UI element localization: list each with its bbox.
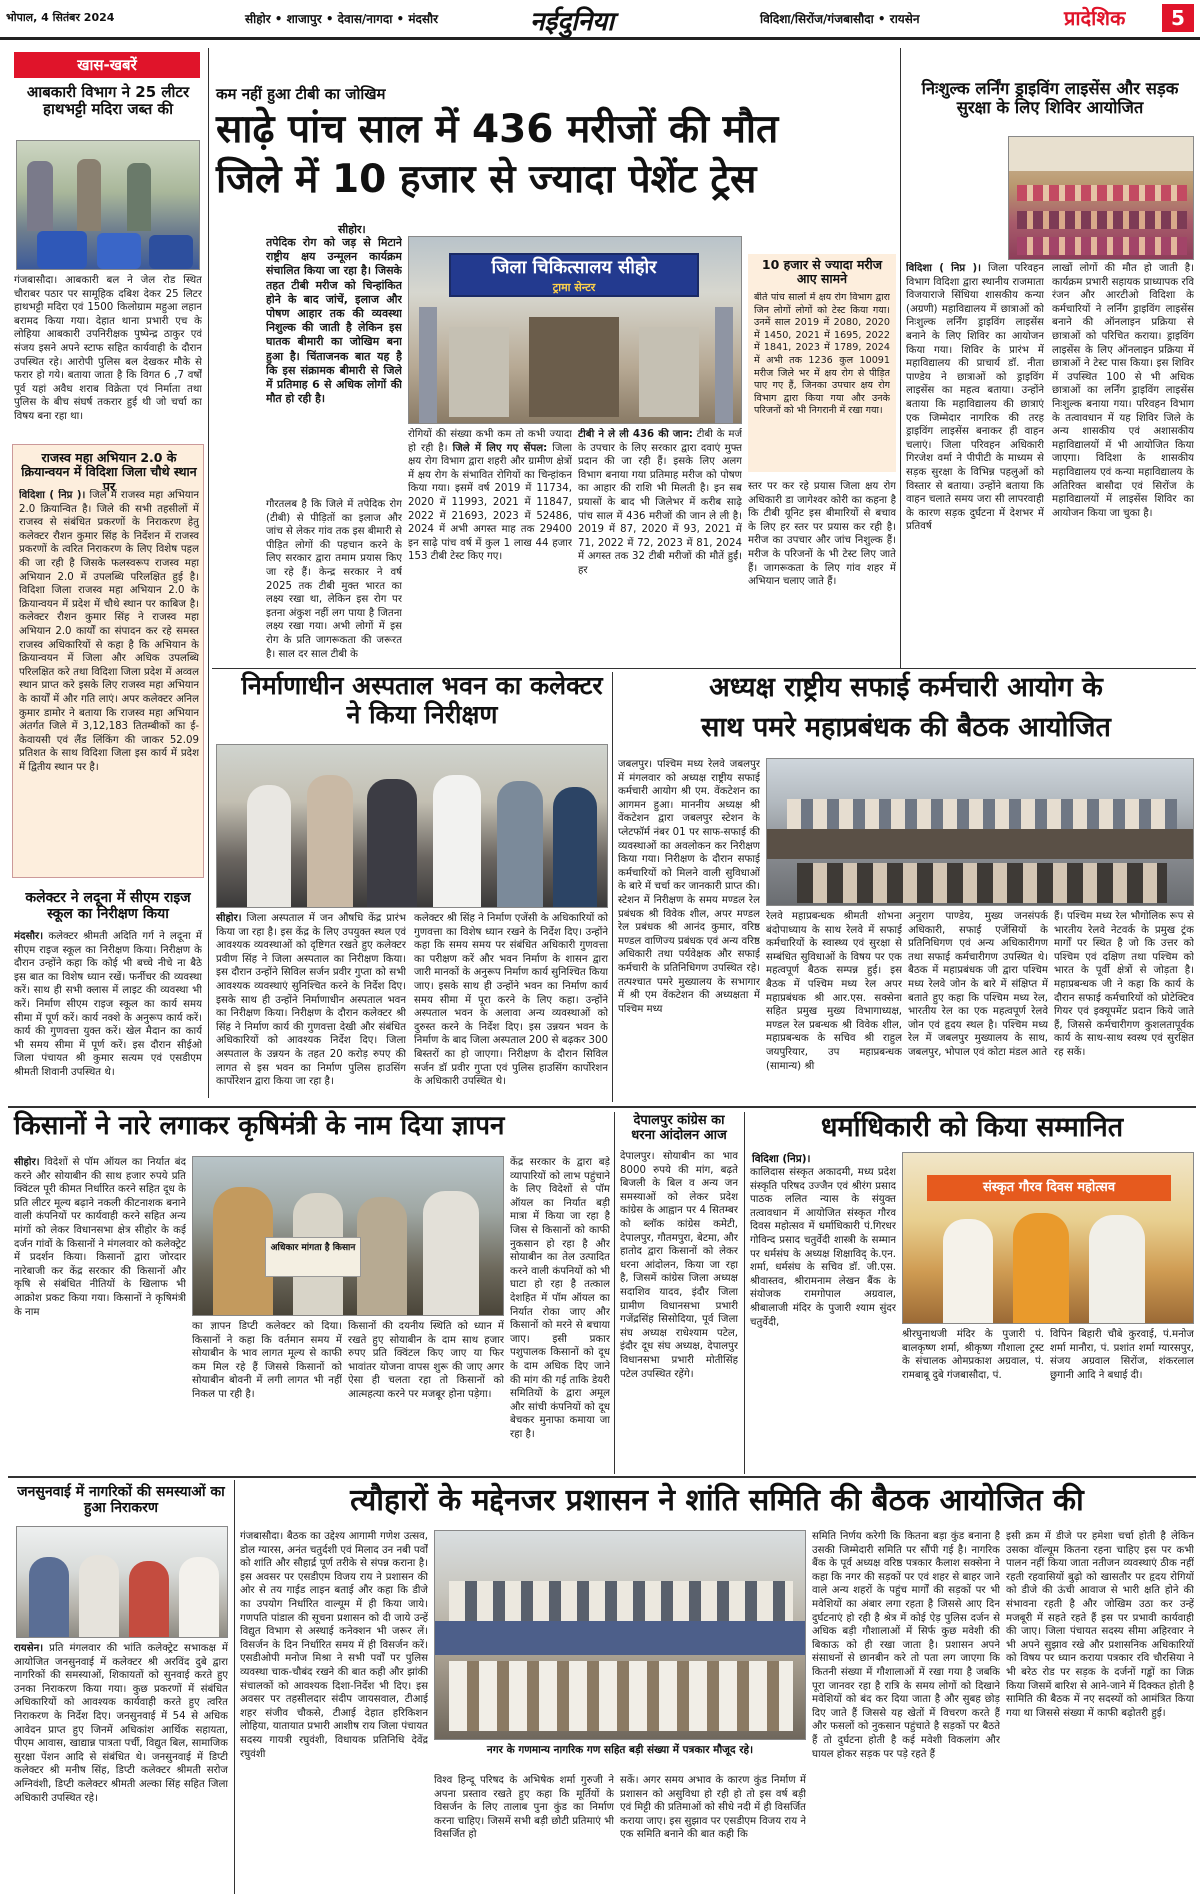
license-headline: निःशुल्क लर्निंग ड्राइविंग लाइसेंस और सड़क सुरक्षा के लिए शिविर आयोजित: [921, 79, 1179, 117]
tb-headline-line1: साढ़े पांच साल में 436 मरीजों की मौत: [216, 107, 779, 152]
farmers-col3-body: किसानों की दयनीय स्थिति को ध्यान में रखते हुए सोयाबीन के दाम साथ हजार रुपए प्रति क्विंटल किए जाए या फिर भावांतर योजना वापस शुरू की जाए अगर ऐसा ही चलता रहा तो किसानों को आत्महत्या करने पर मजबूर होना पड़ेगा।: [348, 1321, 504, 1400]
railway-col1-body: जबलपुर। पश्चिम मध्य रेलवे जबलपुर में मंगलवार को अध्यक्ष राष्ट्रीय सफाई कर्मचारी आयोग श्री एम. वेंकटेशन का आगमन हुआ। माननीय अध्यक्ष श्री वेंकटेशन द्वारा जबलपुर स्टेशन के प्लेटफॉर्म नंबर 01 पर साफ-सफाई की व्यवस्थाओं का अवलोकन कर निरीक्षण किया गया। निरीक्षण के दौरान सफाई कर्मचारियों को मिलने वाली सुविधाओं के बारे में चर्चा कर जानकारी प्राप्त की। स्टेशन में निरीक्षण के समय मण्डल रेल प्रबंधक श्री विवेक शील, अपर मण्डल रेल प्रबंधक श्री आनंद कुमार, वरिष्ठ मण्डल वाणिज्य प्रबंधक एवं अन्य वरिष्ठ अधिकारी तथा पर्यवेक्षक और सफाई कर्मचारी के प्रतिनिधिगण उपस्थित रहे। तत्पश्चात पमरे मुख्यालय के सभागार में श्री एम वेंकटेशन की अध्यक्षता में पश्चिम मध्य: [618, 759, 760, 1015]
liquor-seizure-photo: [16, 140, 200, 270]
hearing-right-divider: [234, 1480, 235, 1894]
sidebar-story2-dateline: विदिशा ( निप्र )।: [19, 490, 86, 501]
sidebar-story2-body: [19, 489, 199, 873]
farmers-col4-body: केंद्र सरकार के द्वारा बड़े व्यापारियों को लाभ पहुंचाने के लिए विदेशों से पॉम ऑयल का निर्यात बड़ी मात्रा में किया जा रहा है जिस से किसानों को काफी नुकसान हो रहा है और सोयाबीन का तेल उत्पादित करने वाली कंपनियों को भी घाटा हो रहा है तत्काल देशहित में पॉम ऑयल का निर्यात रोका जाए और किसानों को मरने से बचाया जाए। इसी प्रकार पशुपालक किसानों को दूध के दाम अधिक दिए जाने की मांग की गई ताकि डेयरी समितियों के द्वारा अमूल और सांची कंपनियों को दूध बेचकर मुनाफा कमाया जा रहा है।: [510, 1157, 610, 1440]
peace-meeting-photo: [434, 1530, 806, 1740]
hospital-col1-text: जिला अस्पताल में जन औषधि केंद्र प्रारंभ किया जा रहा है। इस केंद्र के लिए उपयुक्त स्थल एवं आवश्यक व्यवस्थाओं को दृष्टिगत रखते हुए कलेक्टर प्रवीण सिंह ने जिला अस्पताल का निरीक्षण किया। इस दौरान उन्होंने सिविल सर्जन प्रवीर गुप्ता को सभी आवश्यक व्यवस्थाएं सुनिश्चित करने के निर्देश दिए। इसके साथ ही उन्होंने निर्माणाधीन अस्पताल भवन का निरीक्षण किया। निरीक्षण के दौरान कलेक्टर श्री सिंह ने निर्माण कार्य की गुणवत्ता देखी और संबंधित अधिकारियों को आवश्यक निर्देश दिए। जिला अस्पताल के उन्नयन के तहत 20 करोड़ रुपए की लागत से इस भवन का निर्माण पुलिस हाउसिंग कार्पोरेशन द्वारा किया जा रहा है।: [216, 913, 406, 1088]
hospital-sign-main: जिला चिकित्सालय सीहोर: [491, 257, 657, 278]
railway-headline-line2: साथ पमरे महाप्रबंधक की बैठक आयोजित: [701, 712, 1111, 743]
section-name: प्रादेशिक: [1064, 6, 1126, 30]
hospital-col1-body: [216, 912, 406, 1102]
congress-headline: देपालपुर कांग्रेस का धरना आंदोलन आज: [631, 1113, 727, 1143]
protest-placard: अधिकार मांगता है किसान: [265, 1237, 361, 1277]
farmers-headline: किसानों ने नारे लगाकर कृषिमंत्री के नाम दिया ज्ञापन: [14, 1111, 505, 1141]
honor-headline: धर्माधिकारी को किया सम्मानित: [820, 1112, 1124, 1143]
honor-banner: संस्कृत गौरव दिवस महोत्सव: [927, 1175, 1171, 1201]
sidebar-story3-text: कलेक्टर श्रीमती अदिति गर्ग ने लदूना में सीएम राइज स्कूल का निरीक्षण किया। निरीक्षण के दौरान उन्होंने कहा कि कोई भी बच्चे नीचे ना बैठे इस बात का विशेष ध्यान रखें। फर्नीचर की व्यवस्था करें। साथ ही सभी क्लास में लाइट की व्यवस्था भी करें। निर्माण सीएम राइज स्कूल का कार्य समय सीमा में पूर्ण करें। कार्य नक्शे के अनुरूप कार्य करें। कार्य की गुणवत्ता युक्त करें। खेल मैदान का कार्य भी समय सीमा में पूर्ण करें। इस दौरान सीईओ जिला पंचायत श्री कुमार सत्यम एवं एसडीएम श्रीमती शिवानी उपस्थित थे।: [14, 931, 202, 1078]
tb-factbox-body: बीते पांच सालों में क्षय रोग विभाग द्वारा जिन लोगों लोगों को टेस्ट किया गया। उनमें साल 2019 में 2080, 2020 में 1450, 2021 में 1695, 2022 में 1841, 2023 में 1789, 2024 में अभी तक 1236 कुल 10091 मरीज जिले भर में क्षय रोग से पीड़ित पाए गए हैं, जिनका उपचार क्षय रोग विभाग द्वारा किया गया और उनके परिजनों को भी निगरानी में रखा गया।: [754, 292, 890, 417]
hospital-dateline: सीहोर।: [216, 913, 242, 924]
license-col1-body: [906, 262, 1044, 660]
sidebar-story3-dateline: मंदसौर।: [14, 931, 44, 942]
congress-body: देपालपुर। सोयाबीन का भाव 8000 रुपये की मांग, बढ़ते बिजली के बिल व अन्य जन समस्याओं को लेकर प्रदेश कांग्रेस के आह्वान पर 4 सितम्बर को ब्लॉक कांग्रेस कमेटी, देपालपुर, गौतमपुरा, बेटमा, और हातोद द्वारा किसानों को लेकर धरना आंदोलन, किया जा रहा है, जिसमें कांग्रेस जिला अध्यक्ष सदाशिव यादव, इंदौर जिला ग्रामीण विधानसभा प्रभारी गजेंद्रसिंह सिसोदिया, पूर्व जिला संघ अध्यक्ष राधेश्याम पटेल, इंदौर दूध संघ अध्यक्ष, देपालपुर विधानसभा प्रभारी मोतीसिंह पटेल उपस्थित रहेंगे।: [620, 1151, 738, 1380]
tb-col2-text: रोगियों की संख्या कभी कम तो कभी ज्यादा हो रही है।: [408, 429, 572, 454]
edition-cities-left: सीहोर • शाजापुर • देवास/नागदा • मंदसौर: [245, 12, 439, 26]
district-hospital-photo: [408, 236, 742, 424]
railway-meeting-photo: [766, 758, 1194, 906]
sidebar-story2-text: जिले में राजस्व महा अभियान 2.0 क्रियान्वित है। जिले की सभी तहसीलों में राजस्व से संबंधित प्रकरणों के निराकरण हेतु कलेक्टर रौशन कुमार सिंह के निर्देशन में राजस्व प्रकरणों के त्वरित निराकरण के लिए विशेष पहल की जा रही है जिसके फलस्वरूप राजस्व महा अभियान 2.0 में उपलब्धि परिलक्षित हुई है। विदिशा जिला राजस्व महा अभियान 2.0 के क्रियान्वयन में प्रदेश में चौथे स्थान पर काबिज है। कलेक्टर रौशन कुमार सिंह ने राजस्व महा अभियान 2.0 कार्यों का संपादन कर रहे समस्त राजस्व अधिकारियों से कहा है कि अभियान के क्रियान्वयन में जिला और अधिक उपलब्धि परिलक्षित करे तथा विदिशा जिला प्रदेश में अव्वल स्थान प्राप्त करे इसके लिए राजस्व महा अभियान के कार्यों में और गति लाएं। अपर कलेक्टर अनिल कुमार डामोर ने बताया कि राजस्व महा अभियान अंतर्गत जिले में 3,12,183 तितम्बीकों का ई-केवायसी एवं लैंड लिंकिंग की जाकर 52.09 प्रतिशत के साथ विदिशा जिला इस कार्य में प्रदेश में द्वितीय स्थान पर है।: [19, 490, 199, 773]
license-col1-text: जिला परिवहन विभाग विदिशा द्वारा स्थानीय राजमाता विजयाराजे सिंधिया शासकीय कन्या (अग्रणी) महाविद्यालय में छात्राओं को निःशुल्क लर्निंग ड्राइविंग लाइसेंस बनाने के लिए शिविर का आयोजन किया गया। शिविर के प्रारंभ में महाविद्यालय की प्राचार्य डॉ. नीता पाण्डेय ने छात्राओं को ड्राइविंग लाइसेंस का महत्व बताया। उन्होंने बताया कि महाविद्यालय की छात्राएं एक जिम्मेदार नागरिक की तरह ड्राइविंग लाइसेंस बनाकर ही वाहन चलाएं। जिला परिवहन अधिकारी गिरजेश वर्मा ने पीपीटी के माध्यम से सड़क सुरक्षा के विभिन्न पहलुओं को विस्तार से बताया। उन्होंने बताया कि वाहन चलाते समय जरा सी लापरवाही के कारण सड़क दुर्घटना में देशभर में प्रतिवर्ष: [906, 263, 1044, 533]
hospital-col2-body: कलेक्टर श्री सिंह ने निर्माण एजेंसी के अधिकारियों को गुणवत्ता का विशेष ध्यान रखने के निर्देश दिए। उन्होंने कहा कि समय समय पर संबंधित अधिकारी गुणवत्ता का परीक्षण करें और भवन निर्माण के शासन द्वारा जारी मानकों के अनुरूप निर्माण कार्य सुनिश्चित किया जाए। इसके साथ ही उन्होंने भवन का निर्माण कार्य समय सीमा में पूरा करने के लिए कहा। उन्होंने अस्पताल भवन के अलावा अन्य व्यवस्थाओं को दुरुस्त करने के निर्देश दिए। इस उन्नयन भवन के निर्माण के बाद जिला अस्पताल 200 से बढ़कर 300 बिस्तरों का हो जाएगा। निरीक्षण के दौरान सिविल सर्जन डॉ प्रवीर गुप्ता एवं पुलिस हाउसिंग कार्पोरेशन के अधिकारी उपस्थित थे।: [414, 913, 608, 1088]
page-number: 5: [1162, 4, 1194, 32]
hearing-body: [14, 1642, 228, 1892]
railway-col4-body: हैं। पश्चिम मध्य रेल भौगोलिक रूप से भारतीय रेलवे नेटवर्क के प्रमुख ट्रंक मार्गों पर स्थित है जो कि उत्तर को पश्चिम एवं दक्षिण तथा पश्चिम को भारत के पूर्वी क्षेत्रों से जोड़ता है। महाप्रबन्धक जी ने कहा कि कार्य के दौरान सफाई कर्मचारियों को प्रोटेक्टिव गियर एवं इक्यूपमेंट प्रदान किये जाते हैं, जिससे कर्मचारीगण कुशलतापूर्वक कार्य के साथ-साथ स्वस्थ एवं सुरक्षित रह सकें।: [1054, 911, 1194, 1058]
license-camp-photo: [1008, 136, 1194, 260]
tb-factbox-headline: 10 हजार से ज्यादा मरीज आए सामने: [761, 257, 883, 287]
farmers-right-divider: [614, 1112, 615, 1474]
railway-headline-line1: अध्यक्ष राष्ट्रीय सफाई कर्मचारी आयोग के: [709, 672, 1103, 703]
honor-ceremony-photo: [902, 1152, 1194, 1324]
honor-dateline: विदिशा (निप्र)।: [752, 1153, 811, 1165]
peace-col4-body: समिति निर्णय करेगी कि कितना बड़ा कुंड बनाना है उसकी जिम्मेदारी समिति पर सौंपी गई है। नागरिक बैंक के पूर्व अध्यक्ष वरिष्ठ पत्रकार कैलाश सक्सेना ने कहा कि नगर की सड़कों पर एवं शहर से बाहर जाने वाले अन्य शहरों के पहुंच मार्गों की सड़कों पर भी मवेशियों का अंबार लगा रहता है जिससे आए दिन दुर्घटनाएं हो रही है श्रेत्र में कोई ऐड़ पुलिस दर्जन से अधिक बड़ी गौशालाओं में सिर्फ कुछ मवेशी की बिकाऊ को ही रखा जाता है। प्रशासन अपने संसाधनों से छानबीन करे तो पता लग जाएगा कि कितनी संख्या में गौशालाओं में रखा गया है जबकि पूरा जानवर रहा है रात्रि के समय लोगों को दिखाने मवेशियों को बंद कर दिया जाता है और सुबह छोड़ दिए जाते हैं जिससे यह खेतों में विचरण करते हैं और फसलों को नुकसान पहुंचाते है सड़कों पर बैठते हैं तो दुर्घटना होती है कई मवेशी विकलांग और घायल होकर सड़क पर पड़े रहते हैं: [812, 1531, 1000, 1760]
sidebar-story3-body: [14, 930, 202, 1090]
tb-col3-text: टीबी के मर्ज के उपचार के लिए सरकार द्वारा दवाएं मुफ्त प्रदान की जा रही हैं। इसके लिए अलग विभाग बनाया गया प्रतिमाह मरीज को पोषण का आहार की राशि भी मिलती है। इन सब प्रयासों के बाद भी जिलेभर में करीब साढ़े पांच साल में 436 मरीजों की जान ले ली है। 2019 में 87, 2020 में 93, 2021 में 71, 2022 में 72, 2023 में 81, 2024 में अगस्त तक 32 टीबी मरीजों की मौतें हुईं। हर: [578, 429, 742, 576]
edition-cities-right: विदिशा/सिरोंज/गंजबासौदा • रायसेन: [760, 12, 920, 26]
hearing-headline: जनसुनवाई में नागरिकों की समस्याओं का हुआ निराकरण: [17, 1484, 225, 1517]
hearing-dateline: रायसेन।: [14, 1643, 44, 1654]
hospital-sign: [449, 253, 699, 297]
tb-col2-text2: जिला क्षय रोग विभाग द्वारा शहरी और ग्रामीण क्षेत्रों में क्षय रोग के संभावित रोगियों का चिन्हांकन किया गया। इसमें वर्ष 2019 में 11734, 2020 में 11993, 2021 में 11847, 2022 में 21693, 2023 में 52486, 2024 में अभी अगस्त माह तक 29400 इन साढ़े पांच वर्ष में कुल 1 लाख 44 हजार 153 टीबी टेस्ट किए गए।: [408, 442, 572, 563]
public-hearing-photo: [16, 1526, 228, 1638]
tb-col2-subhead: जिले में लिए गए सेंपल:: [452, 442, 548, 454]
hospital-headline: निर्माणाधीन अस्पताल भवन का कलेक्टर ने किया निरीक्षण: [241, 671, 603, 729]
farmers-col1-text: विदेशों से पॉम ऑयल का निर्यात बंद करने और सोयाबीन की साथ हजार रुपये प्रति क्विंटल पूरी कीमत निर्धारित करने सहित दूध के प्रति लीटर मूल्य बढ़ाने नकली कीटनाशक बनाने वाली कंपनियों पर कार्यवाही करने सहित अन्य मांगों को लेकर विधानसभा क्षेत्र सीहोर के कई दर्जन गांवों के किसानों ने मंगलवार को कलेक्ट्रेट में प्रदर्शन किया। किसानों द्वारा जोरदार नारेबाजी कर केंद्र सरकार की किसानों और कृषि से संबंधित नीतियों के खिलाफ भी आक्रोश प्रकट किया गया। किसानों ने कृषिमंत्री के नाम: [14, 1157, 186, 1318]
collector-inspection-photo: [216, 744, 608, 908]
peace-photo-caption: नगर के गणमान्य नागरिक गण सहित बड़ी संख्या में पत्रकार मौजूद रहे।: [486, 1744, 754, 1756]
hearing-text: प्रति मंगलवार की भांति कलेक्ट्रेट सभाकक्ष में आयोजित जनसुनवाई में कलेक्टर श्री अरविंद दुबे द्वारा नागरिकों की समस्याओं, शिकायतों को सुनवाई करते हुए उनका निराकरण किया गया। कुछ प्रकरणों में संबंधित अधिकारियों को आवश्यक कार्यवाही करते हुए त्वरित निराकरण के निर्देश दिए। जनसुनवाई में 54 से अधिक आवेदन प्राप्त हुए जिनमें अधिकांश आर्थिक सहायता, पीएम आवास, खाद्यान्न पात्रता पर्ची, विद्युत बिल, सामाजिक सुरक्षा पेंशन आदि से संबंधित थे। जनसुनवाई में डिप्टी कलेक्टर श्री मनीष सिंह, डिप्टी कलेक्टर श्रीमती सरोज अग्निवंशी, डिप्टी कलेक्टर श्रीमती अल्का सिंह सहित जिला अधिकारी उपस्थित रहे।: [14, 1643, 228, 1804]
peace-col2-body: विश्व हिन्दू परिषद के अभिषेक शर्मा गुरुजी ने अपना प्रस्ताव रखते हुए कहा कि मूर्तियों के विसर्जन के लिए तालाब पुना कुंड का निर्माण करना चाहिए। जिसमें सभी बड़ी छोटी प्रतिमाएं भी विसर्जित हो: [434, 1775, 614, 1841]
sidebar-label: खास-खबरें: [14, 52, 200, 78]
sidebar-story1-body: गंजबासौदा। आबकारी बल ने जेल रोड स्थित चौराबर पठार पर सामूहिक दबिश देकर 25 लिटर हाथभट्टी मदिरा एवं 1500 किलोग्राम महुआ लहान बरामद किया गया। देहात थाना प्रभारी एच के लोहिया आबकारी उपनिरीक्षक पुष्पेन्द्र ठाकुर एवं संजय इसने अपने स्टाफ सहित कार्यवाही के दौरान उपस्थित रहे। आरोपी पुलिस बल देखकर मौके से फरार हो गये। बताया जाता है कि विगत 6 ,7 वर्षों पूर्व यहां अवैध शराब विक्रेता एवं निर्माता तथा पुलिस के बीच संघर्ष तकरार हुई थी जो चर्चा का विषय बना रहा था।: [14, 275, 202, 422]
sidebar-story1-headline: आबकारी विभाग ने 25 लीटर हाथभट्टी मदिरा जब्त की: [26, 83, 190, 119]
peace-col5-body: इसी क्रम में डीजे पर हमेशा चर्चा होती है लेकिन उसका वॉल्यूम कितना रहना चाहिए इस पर कभी पालन नहीं किया जाता नतीजन व्यवस्थाएं ठीक नहीं रहती रहवासियों बुढ़ो को खासतौर पर हृदय रोगियों को डीजे की ऊंची आवाज से भारी क्षति होने की संभावना रहती है और जोखिम उठा कर उन्हें मजबूरी में सहते रहते हैं इस पर प्रभावी कार्यवाही की जाए। जिला पंचायत सदस्य सीमा अहिरवार ने भी अपने सुझाव रखे और प्रशासनिक अधिकारियों को विषय पर ध्यान कराया पत्रकार रवि चौरसिया ने भी बरेठ रोड पर सड़क के दर्जनों गड्ढों का जिक्र किया जिसमें बारिश से आने-जाने में दिक्कत होती है सामिति की बैठक में नए सदस्यों को आमंत्रित किया गया था जिससे संख्या में काफी बढ़ोतरी हुई।: [1006, 1531, 1194, 1719]
farmers-col2-body: का ज्ञापन डिप्टी कलेक्टर को दिया। किसानों ने कहा कि वर्तमान समय में सोयाबीन के भाव लागत मूल्य से काफी कम मिल रहे हैं जिससे किसानों को सोयाबीन बोवनी में लगी लागत भी नहीं निकल पा रही है।: [192, 1321, 342, 1400]
hr-middle-section: [8, 1106, 1196, 1108]
tb-kicker: कम नहीं हुआ टीबी का जोखिम: [216, 85, 386, 103]
sidebar-story2-headline: राजस्व महा अभियान 2.0 के क्रियान्वयन में विदिशा जिला चौथे स्थान पर: [21, 450, 197, 494]
tb-lead: तपेदिक रोग को जड़ से मिटाने राष्ट्रीय क्षय उन्मूलन कार्यक्रम संचालित किया जा रहा है। जिसके तहत टीबी मरीज को चिन्हांकित होने के बाद जांचें, इलाज और पोषण आहार तक की व्यवस्था निशुल्क की जाती है लेकिन इस घातक बीमारी का जोखिम बना हुआ है। चिंताजनक बात यह है कि इस संक्रामक बीमारी से जिले में प्रतिमाह 6 से अधिक लोगों की मौत हो रही है।: [266, 236, 402, 406]
tb-headline-line2: जिले में 10 हजार से ज्यादा पेशेंट ट्रेस: [216, 157, 757, 202]
peace-col1-body: गंजबासौदा। बैठक का उद्देश्य आगामी गणेश उत्सव, डोल ग्यारस, अनंत चतुर्दशी एवं मिलाद उन नबी पर्वों को शांति और सौहार्द्र पूर्ण तरीके से संपन्न कराना है। इस अवसर पर एसडीएम विजय राय ने प्रशासन की ओर से तय गाईड लाइन बताई और कहा कि डीजे का उपयोग निर्धारित वाल्यूम में ही किया जाये। गणपति पांडाल की सूचना प्रशासन को दी जाये उन्हें विद्युत विभाग से अस्थाई कनेक्शन भी जरूर लें। विसर्जन के दिन निर्धारित समय में ही विसर्जन करें। एसडीओपी मनोज मिश्रा ने सभी पर्वों पर पुलिस व्यवस्था चाक-चौबंद रखने की बात कही और झांकी संचालकों को आवश्यक दिशा-निर्देश भी दिए। इस अवसर पर तहसीलदार संदीप जायसवाल, टीआई शहर संजीव चौकसे, टीआई देहात हरिकिशन लोहिया, यातायात प्रभारी आशीष राय जिला पंचायत सदस्य गायत्री रघुवंशी, विधायक प्रतिनिधि देवेंद्र रघुवंशी: [240, 1531, 428, 1760]
tb-factbox: [748, 254, 896, 472]
peace-headline: त्यौहारों के मद्देनजर प्रशासन ने शांति समिति की बैठक आयोजित की: [350, 1483, 1084, 1518]
honor-col2-body: श्रीरघुनाथजी मंदिर के पुजारी पं. बालकृष्ण शर्मा, श्रीकृष्ण गौशाला ट्रस्ट के संचालक ओमप्रकाश अग्रवाल, पं. रामबाबू दुबे गंजबासौदा, पं.: [902, 1329, 1044, 1381]
tb-col2-body: [408, 428, 572, 660]
tb-col3-body: [578, 428, 742, 660]
hospital-right-divider: [612, 672, 613, 1102]
tb-col3-subhead: टीबी ने ले ली 436 की जान:: [578, 429, 693, 440]
tb-col4-body: स्तर पर कर रहे प्रयास जिला क्षय रोग अधिकारी डा जागेश्वर कोरी का कहना है कि टीबी यूनिट इस बीमारियों से बचाव के लिए हर स्तर पर प्रयास कर रही है। मरीज का उपचार और जांच निशुल्क हैं। मरीज के परिजनों के भी टेस्ट लिए जाते हैं। जागरूकता के लिए गांव शहर में अभियान चलाए जाते हैं।: [748, 481, 896, 588]
honor-col1-body: कालिदास संस्कृत अकादमी, मध्य प्रदेश संस्कृति परिषद उज्जैन एवं श्रीरंग प्रसाद पाठक ललित न्यास के संयुक्त तत्वावधान में आयोजित संस्कृत गौरव दिवस महोत्सव में धर्माधिकारी पं.गिरधर गोविन्द प्रसाद चतुर्वेदी शास्त्री के सम्मान पर धर्मसंघ के अध्यक्ष शिक्षाविद् के.एन. शर्मा, धर्मसंघ के सचिव डॉ. जी.एस. श्रीवास्तव, श्रीरामनाम लेखन बैंक के संयोजक रामगोपाल अग्रवाल, श्रीबालाजी मंदिर के पुजारी श्याम सुंदर चतुर्वेदी,: [750, 1167, 896, 1328]
sidebar-story2-box: [12, 444, 204, 878]
tb-col1-body: गौरतलब है कि जिले में तपेदिक रोग (टीबी) से पीड़ितों का इलाज और जांच से लेकर गांव तक इस बीमारी से पीड़ित लोगों की पहचान करने के लिए सरकार द्वारा तमाम प्रयास किए जा रहे हैं। केन्द्र सरकार ने वर्ष 2025 तक टीबी मुक्त भारत का लक्ष्य रखा था, लेकिन इस रोग पर इतना अंकुश नहीं लग पाया है जितना लक्ष्य रखा गया। अभी लोगों में इस रोग के प्रति जागरूकता की जरूरत है। साल दर साल टीबी के: [266, 499, 402, 660]
tb-dateline: सीहोर।: [338, 223, 366, 236]
congress-right-divider: [744, 1112, 745, 1474]
issue-date: भोपाल, 4 सितंबर 2024: [6, 11, 115, 24]
honor-col3-body: विपिन बिहारी चौबे कुरवाई, पं.मनोज शर्मा मानौरा, पं. प्रशांत शर्मा ग्यारसपुर, संजय अग्रवाल सिरोंज, शंकरलाल छुगानी आदि ने बधाई दी।: [1050, 1329, 1194, 1381]
hr-bottom-section: [8, 1476, 1196, 1478]
tb-right-divider: [900, 48, 901, 668]
license-col2-body: लाखों लोगों की मौत हो जाती है। कार्यक्रम प्रभारी सहायक प्राध्यापक रवि रंजन और आरटीओ विदिशा के कर्मचारियों ने लर्निंग ड्राइविंग लाइसेंस बनाने की ऑनलाइन प्रक्रिया से छात्राओं को परिचित कराया। ड्राइविंग लाइसेंस के लिए ऑनलाइन प्रक्रिया में छात्राओं ने टेस्ट पास किया। इस शिविर में उपस्थित 100 से भी अधिक छात्राओं का लर्निंग ड्राइविंग लाइसेंस निःशुल्क बनाया गया। परिवहन विभाग के तत्वावधान में यह शिविर जिले के अन्य शासकीय एवं अशासकीय महाविद्यालयों में भी आयोजित किया जाएगा। विदिशा के शासकीय महाविद्यालय एवं कन्या महाविद्यालय के अतिरिक्त बासौदा एवं सिरोंज के महाविद्यालयों में लाइसेंस शिविर का आयोजन किया जा चुका है।: [1052, 263, 1194, 519]
railway-col3-body: अनुराग पाण्डेय, मुख्य जनसंपर्क अधिकारी, सफाई एजेंसियों के प्रतिनिधिगण एवं अन्य अधिकारीगण तथा सफाई कर्मचारीगण उपस्थित थे। बैठक में महाप्रबंधक जी द्वारा पश्चिम मध्य रेलवे जोन के बारे में संक्षिप्त में बताते हुए कहा कि पश्चिम मध्य रेल, भारतीय रेल का एक महत्वपूर्ण रेलवे जोन एवं हृदय स्थल है। पश्चिम मध्य रेल में जबलपुर मुख्यालय के साथ, जबलपुर, भोपाल एवं कोटा मंडल आते: [908, 911, 1048, 1058]
hr-top-section: [212, 668, 1196, 669]
peace-col3-body: सकें। अगर समय अभाव के कारण कुंड निर्माण में प्रशासन को असुविधा हो रही हो तो इस वर्ष बड़ी एवं मिट्टी की प्रतिमाओं को सीधे नदी में ही विसर्जित कराया जाए। इस सुझाव पर एसडीएम विजय राय ने एक समिति बनाने की बात कही कि: [620, 1775, 806, 1841]
sidebar-story3-headline: कलेक्टर ने लदूना में सीएम राइज स्कूल का निरीक्षण किया: [25, 890, 191, 923]
license-dateline: विदिशा ( निप्र )।: [906, 263, 981, 274]
newspaper-logo: नईदुनिया: [530, 7, 614, 37]
railway-col2-body: रेलवे महाप्रबन्धक श्रीमती शोभना बंदोपाध्याय के साथ रेलवे में सफाई कर्मचारियों के स्वास्थ्य एवं सुरक्षा से सम्बंधित सुविधाओं के विषय पर एक महत्वपूर्ण बैठक सम्पन्न हुई। इस बैठक में पश्चिम मध्य रेल अपर महाप्रबंधक श्री आर.एस. सक्सेना सहित प्रमुख मुख्य विभागाध्यक्ष, मण्डल रेल प्रबन्धक श्री विवेक शील, महाप्रबन्धक के सचिव श्री राहुल जयपुरियार, उप महाप्रबन्धक (सामान्य) श्री: [766, 911, 902, 1072]
farmers-col1-body: [14, 1156, 186, 1472]
farmers-dateline: सीहोर।: [14, 1157, 40, 1168]
sidebar-divider: [208, 48, 209, 1098]
masthead: [0, 0, 1200, 40]
farmers-protest-photo: [192, 1156, 504, 1316]
hospital-sign-sub: ट्रामा सेन्टर: [552, 281, 596, 294]
